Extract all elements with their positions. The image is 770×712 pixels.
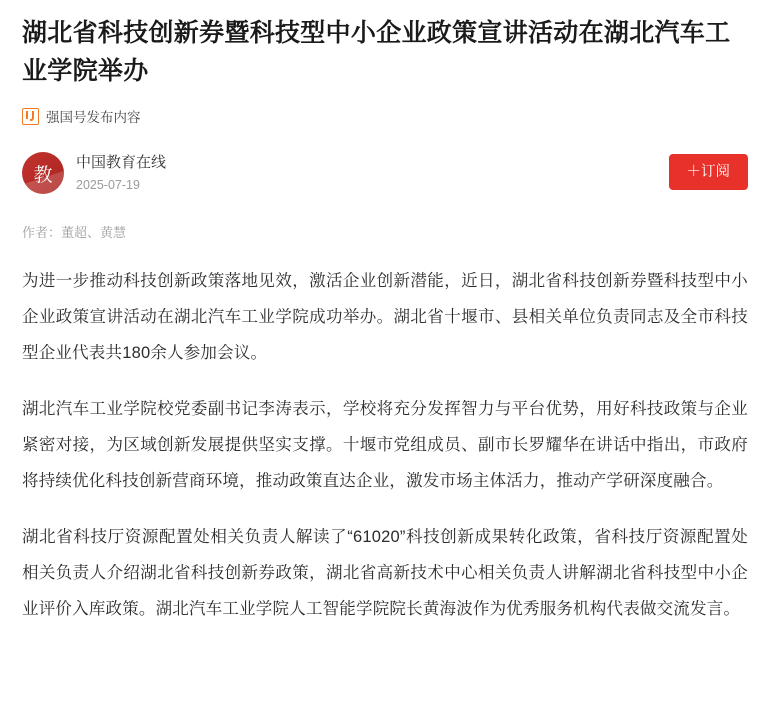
page-title: 湖北省科技创新券暨科技型中小企业政策宣讲活动在湖北汽车工业学院举办 <box>22 19 731 85</box>
avatar-glyph: 教 <box>33 164 53 186</box>
source-header <box>22 150 748 196</box>
subscribe-button[interactable]: ＋订阅 <box>669 154 749 190</box>
avatar[interactable] <box>22 152 64 194</box>
source-meta <box>76 152 166 195</box>
badge-label: 强国号发布内容 <box>46 110 141 125</box>
article-body <box>22 263 748 627</box>
flag-badge-icon <box>22 108 39 125</box>
article-paragraph: 湖北省科技厅资源配置处相关负责人解读了“61020”科技创新成果转化政策，省科技厅资源配置处相关负责人介绍湖北省科技创新券政策，湖北省高新技术中心相关负责人讲解湖北省科技型中小企业评价入库政策。湖北汽车工业学院人工智能学院院长黄海波作为优秀服务机构代表做交流发言。 <box>22 528 748 618</box>
article-paragraph: 湖北汽车工业学院校党委副书记李涛表示，学校将充分发挥智力与平台优势，用好科技政策与企业紧密对接，为区域创新发展提供坚实支撑。十堰市党组成员、副市长罗耀华在讲话中指出，市政府将持续优化科技创新营商环境，推动政策直达企业，激发市场主体活力，推动产学研深度融合。 <box>22 400 748 490</box>
author-line: 作者：董超、黄慧 <box>22 225 127 240</box>
source-name[interactable]: 中国教育在线 <box>76 153 167 171</box>
publish-date: 2025-07-19 <box>76 177 140 192</box>
status-badge <box>22 106 748 126</box>
article-paragraph: 为进一步推动科技创新政策落地见效，激活企业创新潜能，近日，湖北省科技创新券暨科技型中小企业政策宣讲活动在湖北汽车工业学院成功举办。湖北省十堰市、县相关单位负责同志及全市科技型企业代表共180余人参加会议。 <box>22 272 748 362</box>
